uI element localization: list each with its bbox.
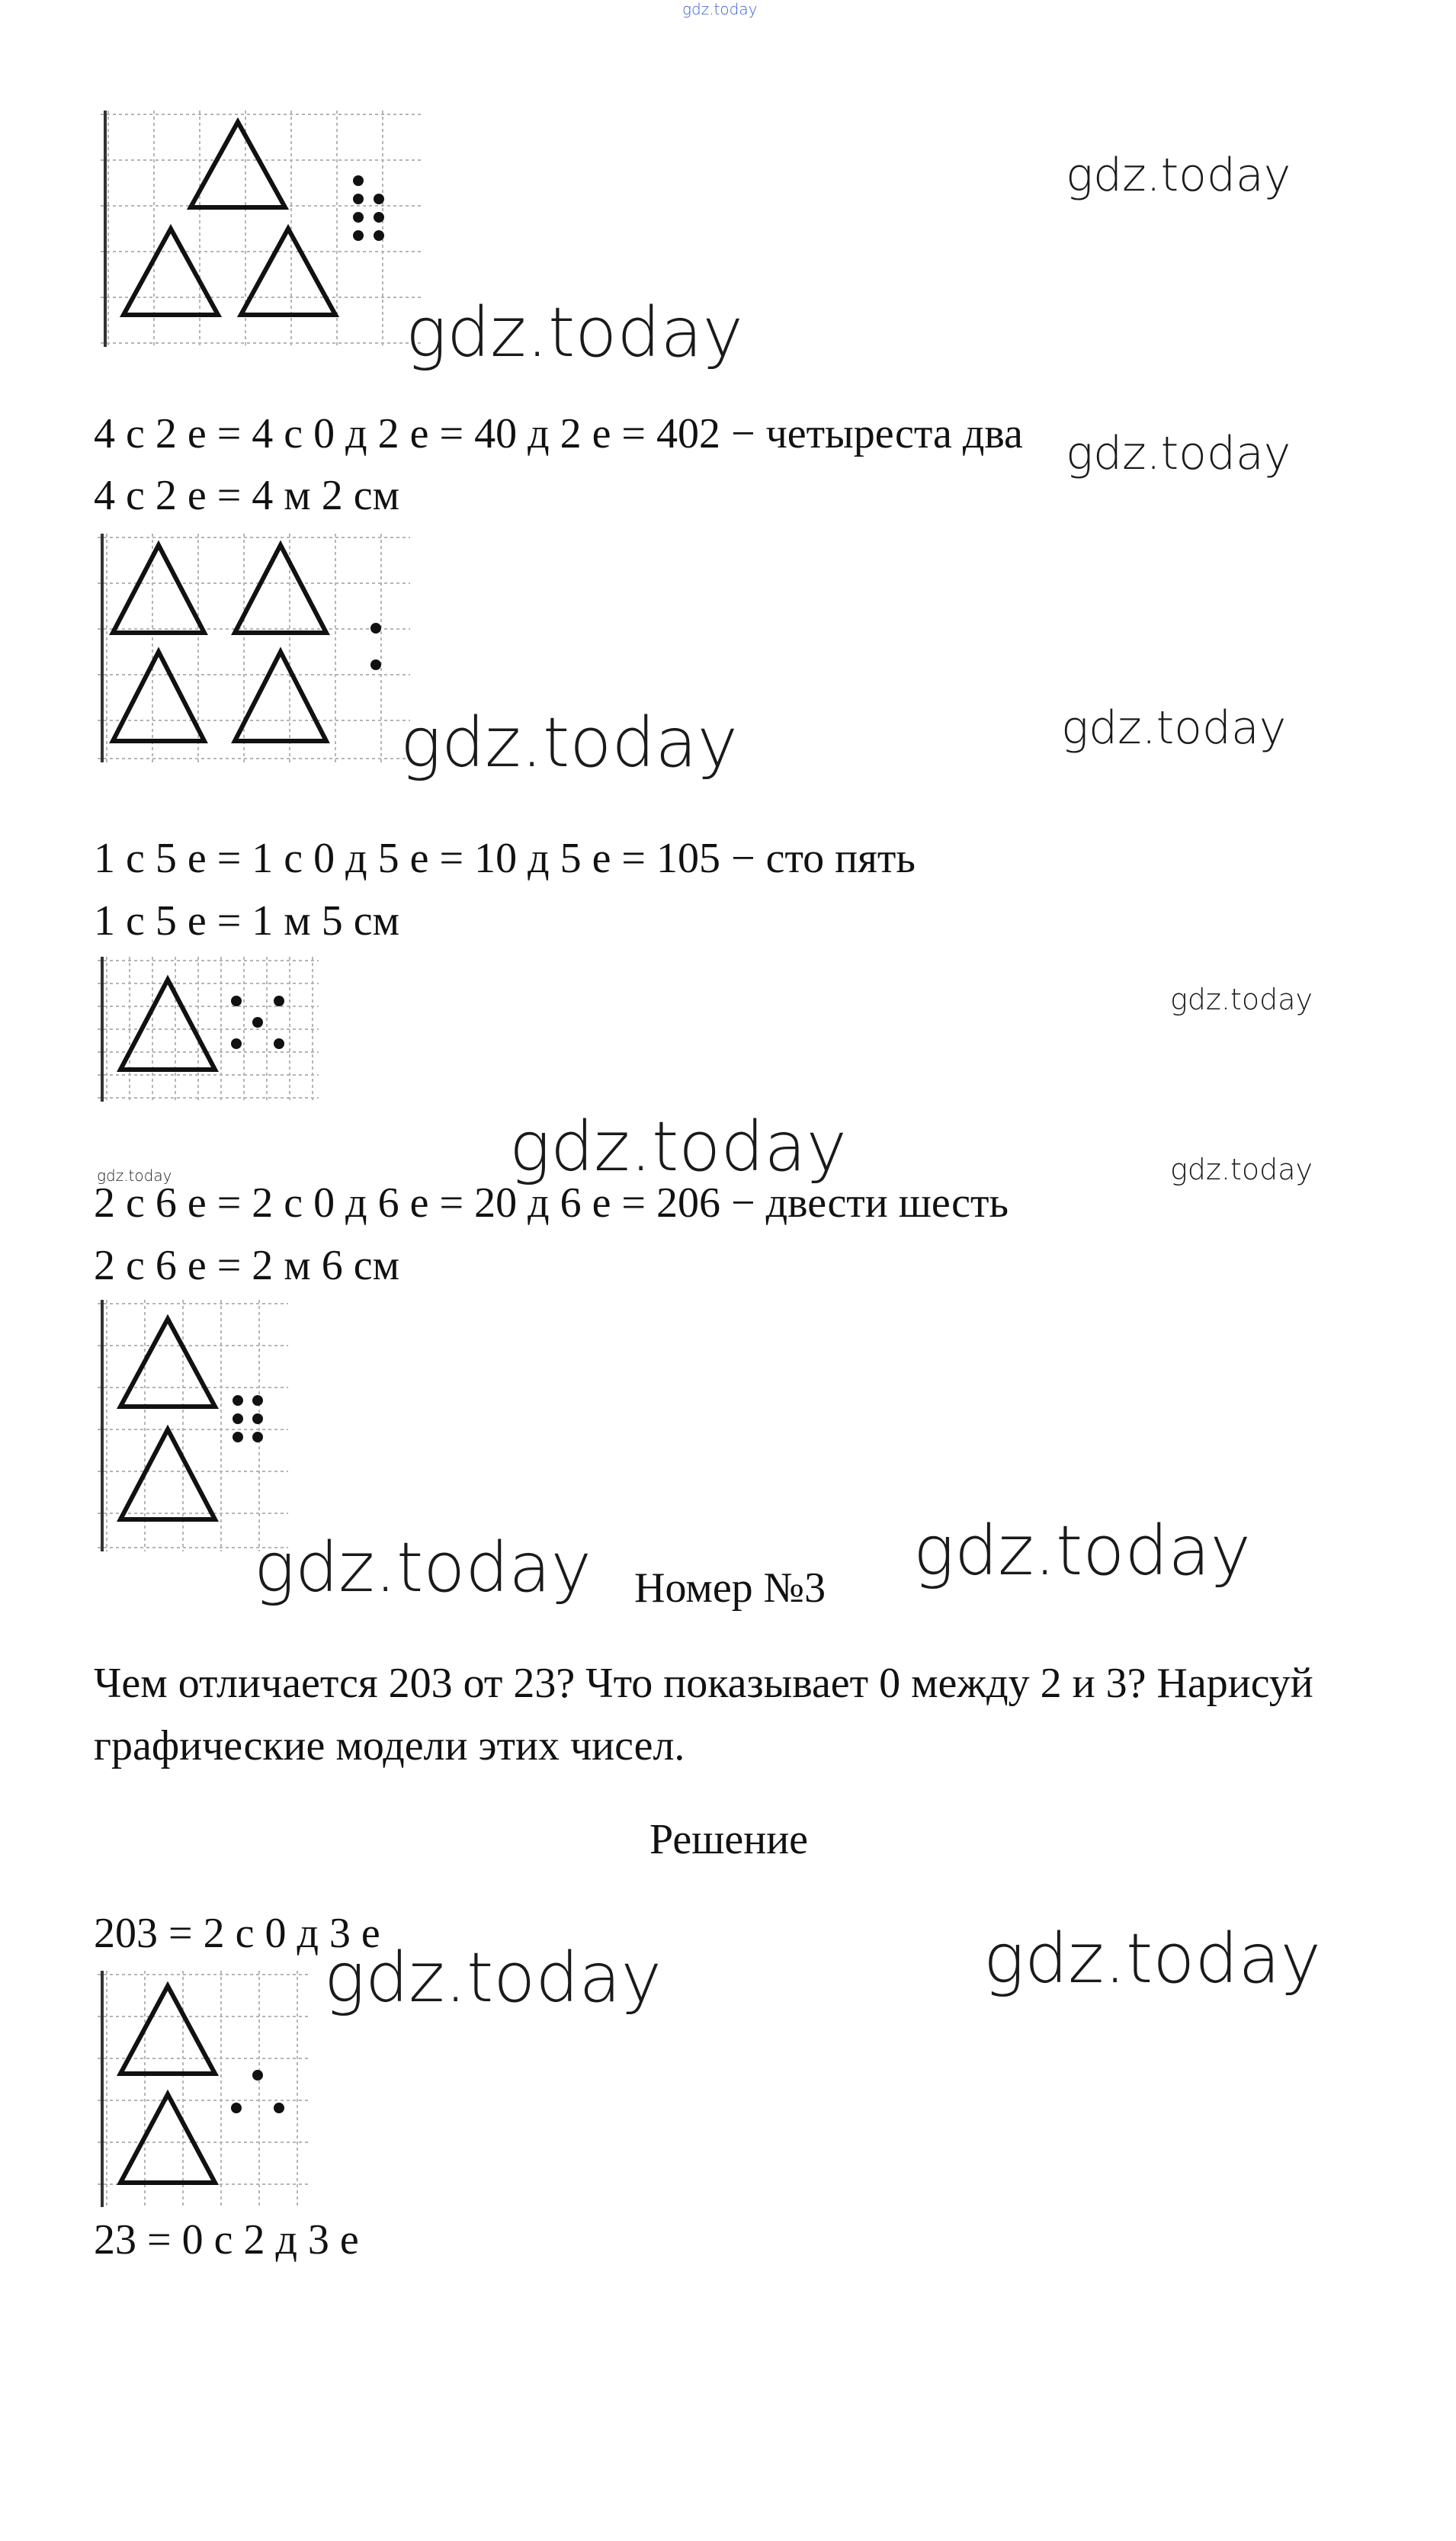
unit-dot xyxy=(231,996,242,1006)
unit-dot xyxy=(252,1413,263,1424)
watermark: gdz.today xyxy=(400,703,738,783)
unit-dot xyxy=(274,1038,284,1049)
top-watermark: gdz.today xyxy=(682,0,758,18)
unit-dot xyxy=(233,1395,243,1406)
hundred-triangle xyxy=(191,122,285,207)
watermark: gdz.today xyxy=(1170,983,1313,1016)
unit-dot xyxy=(233,1413,243,1424)
hundred-triangle xyxy=(241,229,335,315)
unit-dot xyxy=(374,194,384,204)
watermark: gdz.today xyxy=(1066,149,1291,202)
hundred-triangle xyxy=(120,980,215,1070)
hundred-triangle xyxy=(235,652,326,741)
watermark: gdz.today xyxy=(97,1166,172,1185)
hundred-triangle xyxy=(120,2094,215,2183)
solution-line: 23 = 0 с 2 д 3 е xyxy=(94,2216,359,2263)
unit-dot xyxy=(374,212,384,223)
text-line: 2 с 6 е = 2 м 6 см xyxy=(94,1242,400,1289)
watermark: gdz.today xyxy=(1061,701,1287,755)
unit-dot xyxy=(370,659,381,670)
graphic-model-105 xyxy=(98,957,319,1102)
graphic-model-402-a xyxy=(101,111,421,347)
watermark: gdz.today xyxy=(913,1511,1251,1591)
text-line: 2 с 6 е = 2 с 0 д 6 е = 20 д 6 е = 206 − двести шесть xyxy=(94,1179,1009,1227)
unit-dot xyxy=(374,230,384,241)
unit-dot xyxy=(353,175,364,186)
unit-dot xyxy=(274,2103,284,2113)
solution-heading: Решение xyxy=(649,1816,809,1863)
hundred-triangle xyxy=(235,545,326,633)
unit-dot xyxy=(233,1432,243,1442)
watermark: gdz.today xyxy=(254,1528,592,1608)
unit-dot xyxy=(252,1017,263,1028)
hundred-triangle xyxy=(120,1429,215,1519)
unit-dot xyxy=(353,194,364,204)
watermark: gdz.today xyxy=(509,1107,847,1187)
unit-dot xyxy=(252,1432,263,1442)
graphic-model-206 xyxy=(98,1300,288,1551)
solution-line: 203 = 2 с 0 д 3 е xyxy=(94,1910,380,1957)
unit-dot xyxy=(252,2070,263,2081)
hundred-triangle xyxy=(123,229,218,315)
text-line: 4 с 2 е = 4 с 0 д 2 е = 40 д 2 е = 402 − четыреста два xyxy=(94,410,1023,457)
watermark: gdz.today xyxy=(406,293,743,373)
watermark: gdz.today xyxy=(1170,1153,1313,1186)
text-line: 1 с 5 е = 1 с 0 д 5 е = 10 д 5 е = 105 − сто пять xyxy=(94,835,916,882)
text-line: 1 с 5 е = 1 м 5 см xyxy=(94,897,400,945)
watermark: gdz.today xyxy=(1066,427,1291,480)
hundred-triangle xyxy=(113,545,204,633)
task-question-line: Чем отличается 203 от 23? Что показывает 0 между 2 и 3? Нарисуй xyxy=(94,1660,1313,1707)
hundred-triangle xyxy=(120,1319,215,1407)
watermark: gdz.today xyxy=(324,1938,662,2018)
task-number: Номер №3 xyxy=(634,1564,826,1612)
hundred-triangle xyxy=(120,1986,215,2074)
unit-dot xyxy=(231,2103,242,2113)
graphic-model-203 xyxy=(98,1971,311,2207)
unit-dot xyxy=(370,623,381,634)
unit-dot xyxy=(252,1395,263,1406)
watermark: gdz.today xyxy=(983,1919,1321,1999)
unit-dot xyxy=(231,1038,242,1049)
unit-dot xyxy=(274,996,284,1006)
hundred-triangle xyxy=(113,652,204,741)
graphic-model-402-b xyxy=(98,534,410,762)
unit-dot xyxy=(353,212,364,223)
task-question-line: графические модели этих чисел. xyxy=(94,1722,685,1769)
unit-dot xyxy=(353,230,364,241)
text-line: 4 с 2 е = 4 м 2 см xyxy=(94,472,400,519)
